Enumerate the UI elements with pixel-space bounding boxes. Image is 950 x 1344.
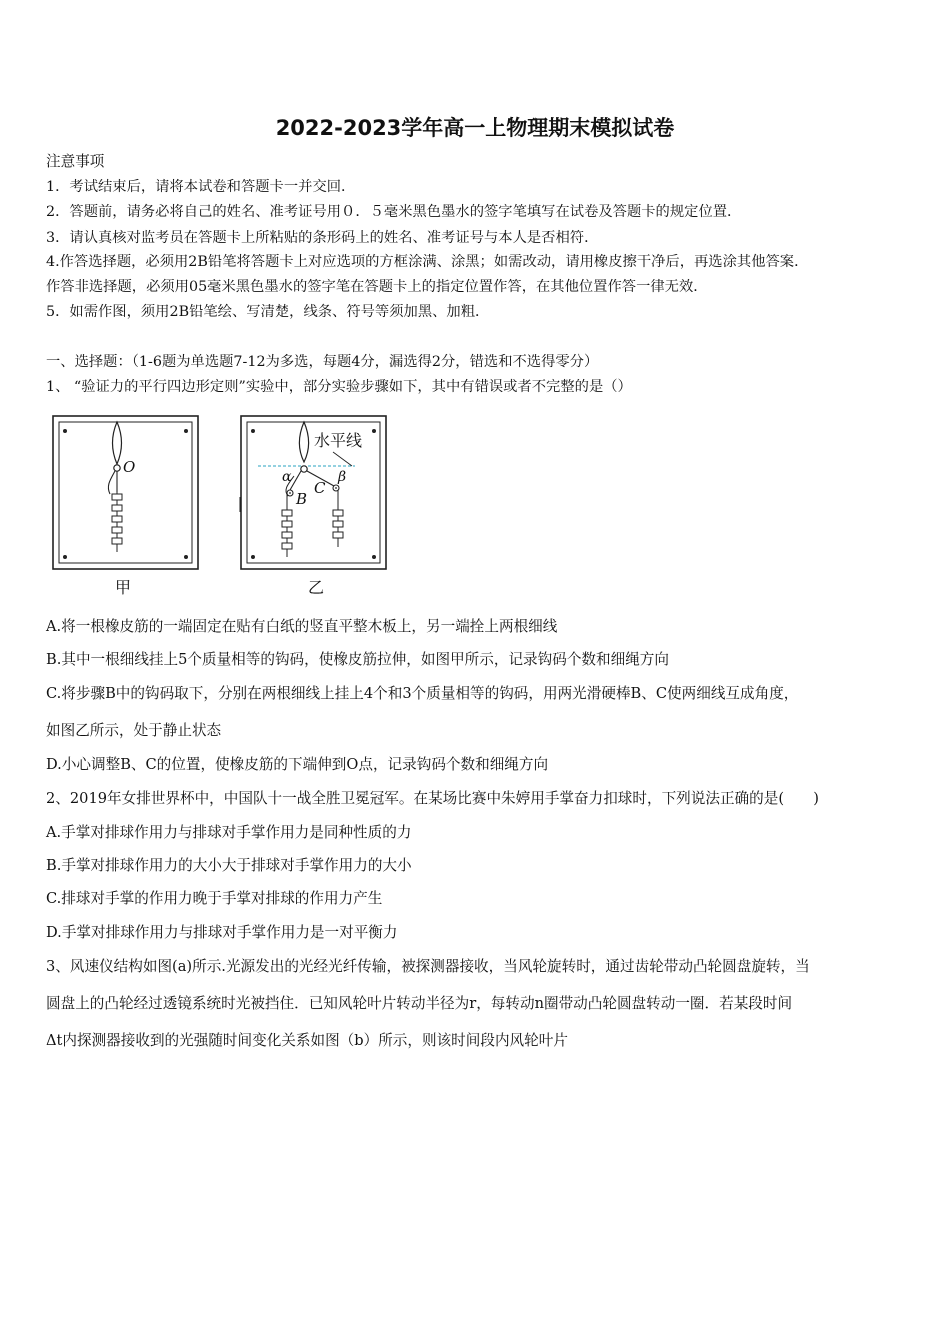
caption-yi: 乙 xyxy=(308,578,325,597)
board-jia xyxy=(53,416,198,569)
page-title: 2022-2023学年高一上物理期末模拟试卷 xyxy=(275,116,675,140)
board-yi xyxy=(240,416,386,569)
question-2-option-a: A.手掌对排球作用力与排球对手掌作用力是同种性质的力 xyxy=(46,824,412,841)
question-1-option-d: D.小心调整B、C的位置，使橡皮筋的下端伸到O点，记录钩码个数和细绳方向 xyxy=(46,756,549,773)
label-b: B xyxy=(296,490,308,508)
question-3-line: 圆盘上的凸轮经过透镜系统时光被挡住．已知风轮叶片转动半径为r，每转动n圈带动凸轮圆盘转动一圈．若某段时间 xyxy=(46,995,793,1012)
notice-item: 4.作答选择题，必须用2B铅笔将答题卡上对应选项的方框涂满、涂黑；如需改动，请用橡皮擦干净后，再选涂其他答案． xyxy=(46,254,809,270)
question-2-option-d: D.手掌对排球作用力与排球对手掌作用力是一对平衡力 xyxy=(46,924,398,941)
question-2-stem: 2、2019年女排世界杯中，中国队十一战全胜卫冕冠军。在某场比赛中朱婷用手掌奋力扣球时，下列说法正确的是( ) xyxy=(46,790,819,807)
notice-item: 5．如需作图，须用2B铅笔绘、写清楚，线条、符号等须加黑、加粗． xyxy=(46,304,490,320)
notice-item: 3．请认真核对监考员在答题卡上所粘贴的条形码上的姓名、准考证号与本人是否相符． xyxy=(46,230,599,246)
question-1-option-c: C.将步骤B中的钩码取下，分别在两根细线上挂上4个和3个质量相等的钩码，用两光滑硬棒B、C使两细线互成角度， xyxy=(46,685,799,702)
notice-item: 1．考试结束后，请将本试卷和答题卡一并交回． xyxy=(46,179,356,195)
label-beta: β xyxy=(338,469,347,485)
label-c: C xyxy=(314,479,326,497)
label-alpha: α xyxy=(282,469,292,485)
question-1-stem: 1、 “验证力的平行四边形定则”实验中，部分实验步骤如下，其中有错误或者不完整的是（） xyxy=(46,379,632,395)
caption-jia: 甲 xyxy=(115,578,132,597)
question-2-option-b: B.手掌对排球作用力的大小大于排球对手掌作用力的大小 xyxy=(46,857,412,874)
question-1-option-c-cont: 如图乙所示，处于静止状态 xyxy=(46,722,222,739)
notice-item: 2．答题前，请务必将自己的姓名、准考证号用０．５毫米黑色墨水的签字笔填写在试卷及答题卡的规定位置． xyxy=(46,204,742,220)
question-3-line: Δt内探测器接收到的光强随时间变化关系如图（b）所示，则该时间段内风轮叶片 xyxy=(46,1032,568,1049)
notice-heading: 注意事项 xyxy=(46,153,105,170)
label-o: O xyxy=(123,458,136,476)
section-heading: 一、选择题：（1-6题为单选题7-12为多选，每题4分，漏选得2分，错选和不选得零分） xyxy=(46,354,599,370)
question-1-option-b: B.其中一根细线挂上5个质量相等的钩码，使橡皮筋拉伸，如图甲所示，记录钩码个数和细绳方向 xyxy=(46,651,669,668)
question-1-option-a: A.将一根橡皮筋的一端固定在贴有白纸的竖直平整木板上，另一端拴上两根细线 xyxy=(46,618,558,635)
question-1-figure xyxy=(50,412,395,602)
question-2-option-c: C.排球对手掌的作用力晚于手掌对排球的作用力产生 xyxy=(46,890,383,907)
label-horizontal-line: 水平线 xyxy=(314,431,363,450)
question-3-line: 3、风速仪结构如图(a)所示.光源发出的光经光纤传输，被探测器接收，当风轮旋转时，通过齿轮带动凸轮圆盘旋转，当 xyxy=(46,958,810,975)
notice-item: 作答非选择题，必须用05毫米黑色墨水的签字笔在答题卡上的指定位置作答，在其他位置作答一律无效． xyxy=(46,279,708,295)
